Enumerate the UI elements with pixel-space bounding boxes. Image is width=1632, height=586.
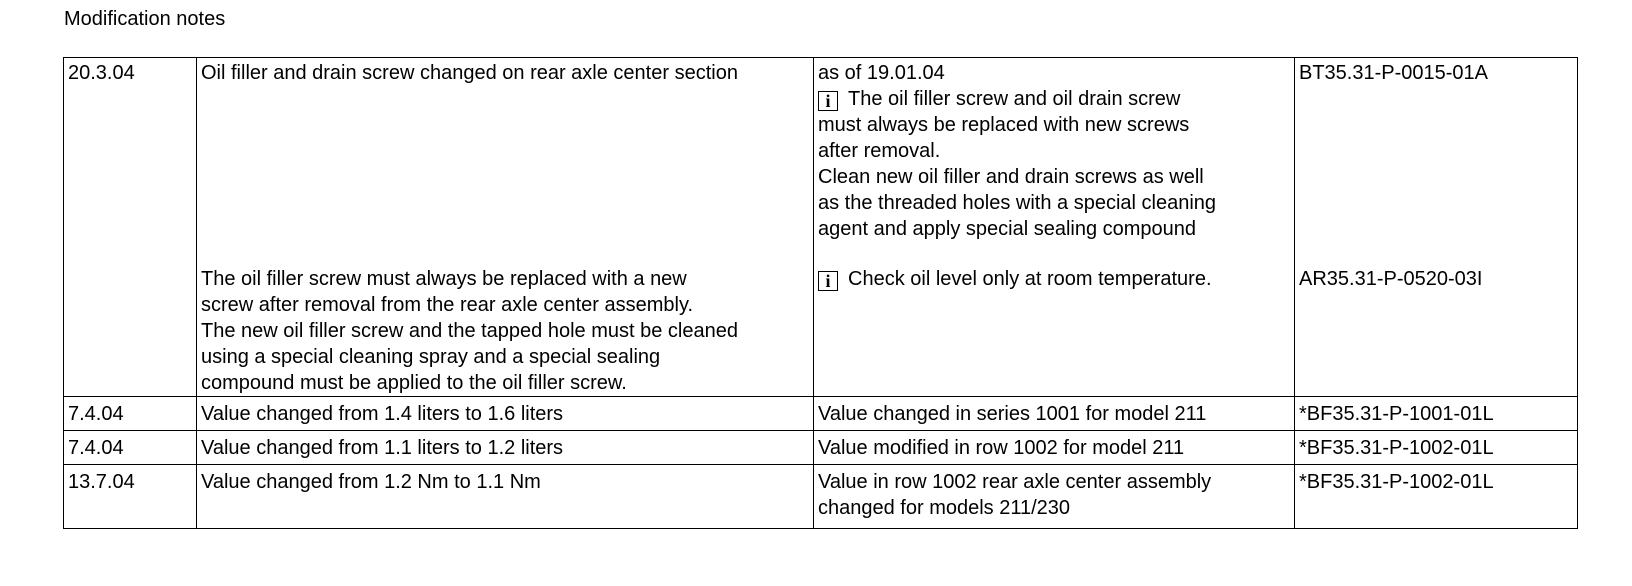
modification-notes-table: [63, 57, 1578, 529]
change-text: Value changed from 1.4 liters to 1.6 liters: [201, 403, 564, 425]
date-cell: [64, 465, 197, 529]
validity-text: Value changed in series 1001 for model 211: [818, 403, 1207, 425]
date-text: 7.4.04: [68, 437, 124, 459]
table-row: [64, 58, 1578, 243]
document-cell: [1295, 242, 1578, 397]
validity-cell: [814, 397, 1295, 431]
document-number: *BF35.31-P-1002-01L: [1299, 471, 1494, 493]
table-row: [64, 431, 1578, 465]
document-cell: [1295, 465, 1578, 529]
change-text: Value changed from 1.2 Nm to 1.1 Nm: [201, 471, 541, 493]
info-note-text: Check oil level only at room temperature.: [848, 268, 1212, 290]
date-cell: [64, 58, 197, 243]
change-text: The oil filler screw must always be replaced with a new screw after removal from the rear axle center assembly. The new oil filler screw and the tapped hole must be cleaned using a special cleaning spray and a special sealing compound must be applied to the oil filler screw.: [201, 268, 738, 394]
document-cell: [1295, 431, 1578, 465]
document-number: AR35.31-P-0520-03I: [1299, 268, 1483, 290]
table-row: [64, 242, 1578, 397]
change-cell: [197, 397, 814, 431]
validity-text: Value in row 1002 rear axle center assembly changed for models 211/230: [818, 471, 1212, 519]
document-cell: [1295, 397, 1578, 431]
validity-text: Value modified in row 1002 for model 211: [818, 437, 1185, 459]
info-icon: i: [818, 91, 838, 111]
date-text: 7.4.04: [68, 403, 124, 425]
change-cell: [197, 431, 814, 465]
date-text: 13.7.04: [68, 471, 135, 493]
change-text: Value changed from 1.1 liters to 1.2 liters: [201, 437, 564, 459]
change-cell: [197, 465, 814, 529]
change-cell: [197, 58, 814, 243]
date-cell: [64, 397, 197, 431]
validity-cell: [814, 431, 1295, 465]
date-cell: [64, 431, 197, 465]
date-cell: [64, 242, 197, 397]
validity-text: as of 19.01.04: [818, 62, 945, 84]
change-text: Oil filler and drain screw changed on rear axle center section: [201, 62, 738, 84]
page-title: Modification notes: [64, 8, 226, 30]
validity-cell: [814, 465, 1295, 529]
table-row: [64, 397, 1578, 431]
date-text: 20.3.04: [68, 62, 135, 84]
validity-cell: [814, 58, 1295, 243]
document-number: BT35.31-P-0015-01A: [1299, 62, 1489, 84]
validity-cell: [814, 242, 1295, 397]
document-cell: [1295, 58, 1578, 243]
info-icon: i: [818, 271, 838, 291]
table-row: [64, 465, 1578, 529]
change-cell: [197, 242, 814, 397]
info-note-text: The oil filler screw and oil drain screw must always be replaced with new screws after removal. Clean new oil filler and drain screws as well as the threaded holes with a special cleaning agent and apply special sealing compound: [818, 88, 1217, 240]
document-number: *BF35.31-P-1002-01L: [1299, 437, 1494, 459]
document-number: *BF35.31-P-1001-01L: [1299, 403, 1494, 425]
